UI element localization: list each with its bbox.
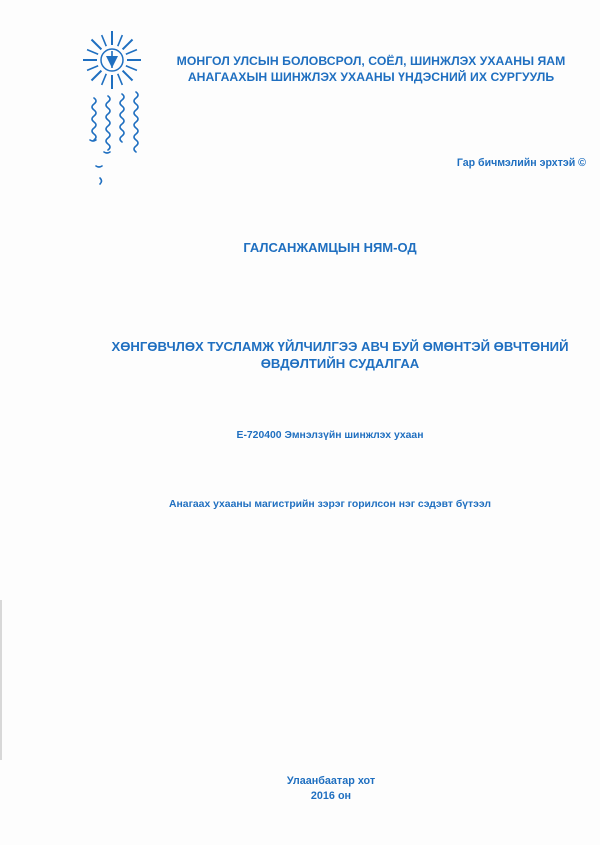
- university-name: АНАГААХЫН ШИНЖЛЭХ УХААНЫ ҮНДЭСНИЙ ИХ СУРГУУЛЬ: [187, 70, 555, 84]
- degree-statement: Анагаах ухааны магистрийн зэрэг горилсон нэг сэдэвт бүтээл: [169, 499, 491, 510]
- page-edge-shadow: [0, 600, 2, 760]
- thesis-title: [40, 338, 600, 372]
- place-and-year: [0, 774, 600, 804]
- specialty-code: E-720400 Эмнэлзүйн шинжлэх ухаан: [236, 430, 424, 441]
- year: 2016 он: [310, 790, 352, 802]
- city: Улаанбаатар хот: [286, 775, 376, 787]
- author-name: ГАЛСАНЖАМЦЫН НЯМ-ОД: [243, 240, 417, 255]
- ministry-name: МОНГОЛ УЛСЫН БОЛОВСРОЛ, СОЁЛ, ШИНЖЛЭХ УХААНЫ ЯАМ: [176, 54, 566, 68]
- institution-header: [156, 53, 586, 85]
- copyright-note: Гар бичмэлийн эрхтэй ©: [456, 157, 586, 169]
- thesis-title-line2: ӨВДӨЛТИЙН СУДАЛГАА: [260, 356, 420, 371]
- thesis-title-line1: ХӨНГӨВЧЛӨХ ТУСЛАМЖ ҮЙЛЧИЛГЭЭ АВЧ БУЙ ӨМӨНТЭЙ ӨВЧТӨНИЙ: [111, 339, 569, 354]
- university-emblem-icon: [72, 30, 152, 190]
